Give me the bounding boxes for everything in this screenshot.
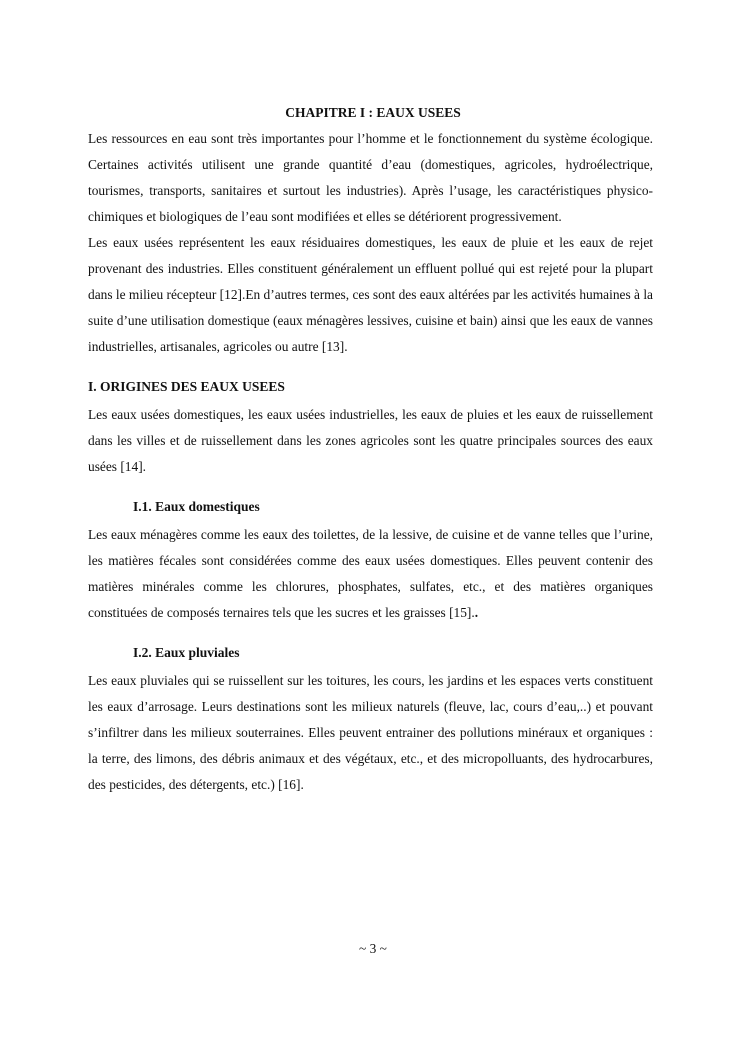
subsection-eaux-domestiques-paragraph xyxy=(88,522,653,626)
page-content xyxy=(88,100,653,798)
eaux-domestiques-bold-period: . xyxy=(474,605,479,620)
chapter-title: CHAPITRE I : EAUX USEES xyxy=(285,105,461,120)
section-title-origines: I. ORIGINES DES EAUX USEES xyxy=(88,379,285,394)
section-origines-paragraph: Les eaux usées domestiques, les eaux usées industrielles, les eaux de pluies et les eaux de ruissellement dans les villes et de ruissellement dans les zones agricoles sont les quatre principales sources des eaux usées [14]. xyxy=(88,407,653,474)
subsection-title-eaux-pluviales: I.2. Eaux pluviales xyxy=(133,645,240,660)
intro-paragraph-1: Les ressources en eau sont très importantes pour l’homme et le fonctionnement du système écologique. Certaines activités utilisent une grande quantité d’eau (domestiques, agricoles, hydroélectrique, tourismes, transports, sanitaires et surtout les industries). Après l’usage, les caractéristiques physico-chimiques et biologiques de l’eau sont modifiées et elles se détériorent progressivement. xyxy=(88,131,653,224)
eaux-domestiques-text: Les eaux ménagères comme les eaux des toilettes, de la lessive, de cuisine et de vanne telles que l’urine, les matières fécales sont considérées comme des eaux usées domestiques. Elles peuvent contenir des matières minérales comme les chlorures, phosphates, sulfates, etc., et des matières organiques constituées de composés ternaires tels que les sucres et les graisses [15]. xyxy=(88,527,653,620)
intro-paragraph-2: Les eaux usées représentent les eaux résiduaires domestiques, les eaux de pluie et les eaux de rejet provenant des industries. Elles constituent généralement un effluent pollué qui est rejeté pour la plupart dans le milieu récepteur [12].En d’autres termes, ces sont des eaux altérées par les activités humaines à la suite d’une utilisation domestique (eaux ménagères lessives, cuisine et bain) ainsi que les eaux de vannes industrielles, artisanales, agricoles ou autre [13]. xyxy=(88,235,653,354)
page-number: ~ 3 ~ xyxy=(359,941,387,956)
subsection-title-eaux-domestiques: I.1. Eaux domestiques xyxy=(133,499,260,514)
subsection-eaux-pluviales-paragraph: Les eaux pluviales qui se ruissellent sur les toitures, les cours, les jardins et les espaces verts constituent les eaux d’arrosage. Leurs destinations sont les milieux naturels (fleuve, lac, cours d’eau,..) et pouvant s’infiltrer dans les milieux souterraines. Elles peuvent entrainer des pollutions minéraux et organiques : la terre, des limons, des débris animaux et des végétaux, etc., et des micropolluants, des hydrocarbures, des pesticides, des détergents, etc.) [16]. xyxy=(88,673,653,792)
